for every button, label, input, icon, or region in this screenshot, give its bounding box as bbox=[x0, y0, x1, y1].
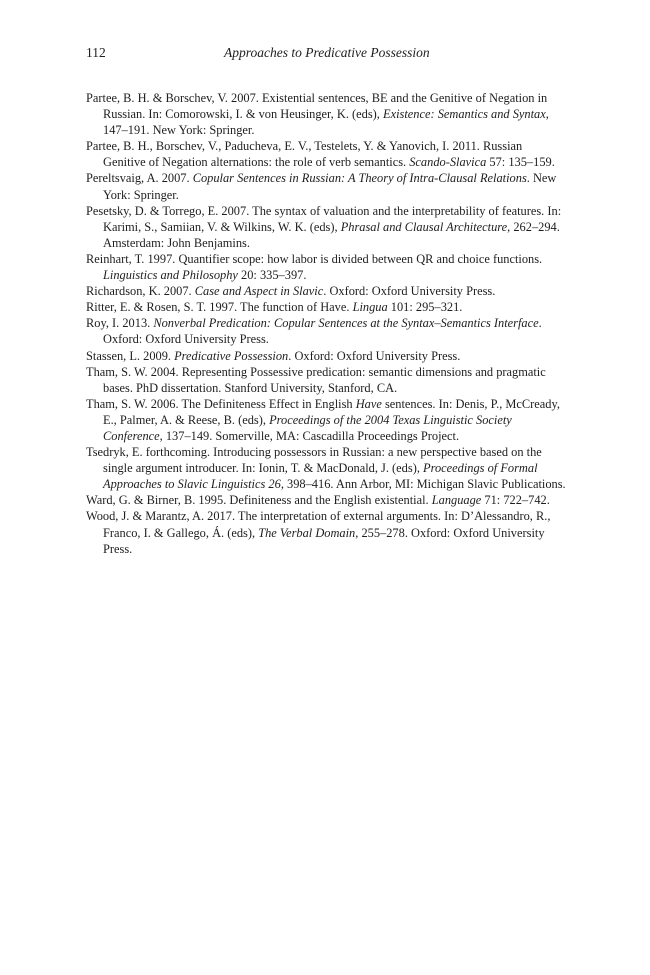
reference-text: Pesetsky, D. & Torrego, E. 2007. The syntax of valuation and the interpretability of features. In: Karimi, S., Samiian, V. & Wilkins, W. K. (eds), bbox=[86, 203, 562, 234]
reference-entry bbox=[86, 299, 566, 315]
reference-text: Partee, B. H., Borschev, V., Paducheva, E. V., Testelets, Y. & Yanovich, I. 2011. Russian Genitive of Negation alternations: the role of verb semantics. bbox=[86, 139, 523, 170]
reference-entry bbox=[86, 444, 566, 492]
reference-entry bbox=[86, 315, 566, 347]
reference-text: Partee, B. H. & Borschev, V. 2007. Existential sentences, BE and the Genitive of Negation in Russian. In: Comorowski, I. & von Heusinger, K. (eds), bbox=[86, 91, 548, 122]
reference-text: Roy, I. 2013. bbox=[86, 316, 154, 331]
reference-title-italic: Lingua bbox=[352, 300, 388, 315]
reference-text: Wood, J. & Marantz, A. 2017. The interpretation of external arguments. In: D’Alessandro, R., Franco, I. & Gallego, Á. (eds), bbox=[86, 509, 551, 540]
reference-text: Tham, S. W. 2006. The Definiteness Effect in English bbox=[86, 396, 356, 411]
reference-text: Stassen, L. 2009. bbox=[86, 348, 175, 363]
reference-text: Richardson, K. 2007. bbox=[86, 284, 195, 299]
reference-entry bbox=[86, 396, 566, 444]
reference-text: Tham, S. W. 2004. Representing Possessive predication: semantic dimensions and pragmatic bases. PhD dissertation. Stanford University, Stanford, CA. bbox=[86, 364, 546, 395]
reference-list bbox=[86, 90, 566, 557]
reference-title-italic: The Verbal Domain bbox=[258, 525, 356, 540]
reference-text: , 262–294. Amsterdam: John Benjamins. bbox=[103, 219, 560, 250]
reference-entry bbox=[86, 492, 566, 508]
page-number: 112 bbox=[86, 45, 106, 60]
reference-text: 101: 295–321. bbox=[387, 300, 463, 315]
reference-entry bbox=[86, 90, 566, 138]
reference-title-italic: Linguistics and Philosophy bbox=[103, 268, 238, 283]
reference-entry bbox=[86, 364, 566, 396]
reference-text: . Oxford: Oxford University Press. bbox=[288, 348, 461, 363]
reference-entry bbox=[86, 203, 566, 251]
reference-title-italic: Predicative Possession bbox=[174, 348, 289, 363]
reference-text: , 147–191. New York: Springer. bbox=[103, 107, 549, 138]
reference-text: Ward, G. & Birner, B. 1995. Definiteness and the English existential. bbox=[86, 493, 432, 508]
reference-title-italic: Language bbox=[431, 493, 482, 508]
reference-text: . New York: Springer. bbox=[103, 171, 557, 202]
reference-entry bbox=[86, 251, 566, 283]
reference-entry bbox=[86, 138, 566, 170]
reference-entry bbox=[86, 508, 566, 556]
reference-title-italic: Existence: Semantics and Syntax bbox=[383, 107, 546, 122]
reference-title-italic: Copular Sentences in Russian: A Theory of Intra-Clausal Relations bbox=[192, 171, 527, 186]
reference-title-italic: Have bbox=[355, 396, 382, 411]
reference-title-italic: Nonverbal Predication: Copular Sentences at the Syntax–Semantics Interface bbox=[153, 316, 539, 331]
reference-text: , 137–149. Somerville, MA: Cascadilla Proceedings Project. bbox=[159, 428, 460, 443]
reference-text: 57: 135–159. bbox=[486, 155, 555, 170]
reference-text: Pereltsvaig, A. 2007. bbox=[86, 171, 193, 186]
reference-text: Ritter, E. & Rosen, S. T. 1997. The function of Have. bbox=[86, 300, 353, 315]
reference-text: sentences. In: Denis, P., McCready, E., Palmer, A. & Reese, B. (eds), bbox=[103, 396, 560, 427]
reference-entry bbox=[86, 170, 566, 202]
reference-title-italic: Proceedings of Formal Approaches to Slavic Linguistics 26 bbox=[103, 461, 538, 492]
reference-text: 20: 335–397. bbox=[237, 268, 307, 283]
reference-title-italic: Scando-Slavica bbox=[409, 155, 487, 170]
reference-text: Tsedryk, E. forthcoming. Introducing possessors in Russian: a new perspective based on the single argument introducer. In: Ionin, T. & MacDonald, J. (eds), bbox=[86, 445, 542, 476]
reference-text: . Oxford: Oxford University Press. bbox=[103, 316, 542, 347]
reference-text: . Oxford: Oxford University Press. bbox=[323, 284, 496, 299]
reference-text: , 255–278. Oxford: Oxford University Press. bbox=[103, 525, 545, 556]
reference-text: 71: 722–742. bbox=[481, 493, 550, 508]
reference-title-italic: Case and Aspect in Slavic bbox=[194, 284, 324, 299]
reference-entry bbox=[86, 348, 566, 364]
reference-text: , 398–416. Ann Arbor, MI: Michigan Slavic Publications. bbox=[280, 477, 566, 492]
reference-title-italic: Proceedings of the 2004 Texas Linguistic Society Conference bbox=[103, 412, 512, 443]
reference-entry bbox=[86, 283, 566, 299]
page-header bbox=[86, 45, 564, 65]
running-title: Approaches to Predicative Possession bbox=[224, 45, 430, 60]
reference-text: Reinhart, T. 1997. Quantifier scope: how labor is divided between QR and choice functions. bbox=[86, 251, 543, 266]
reference-title-italic: Phrasal and Clausal Architecture bbox=[340, 219, 508, 234]
